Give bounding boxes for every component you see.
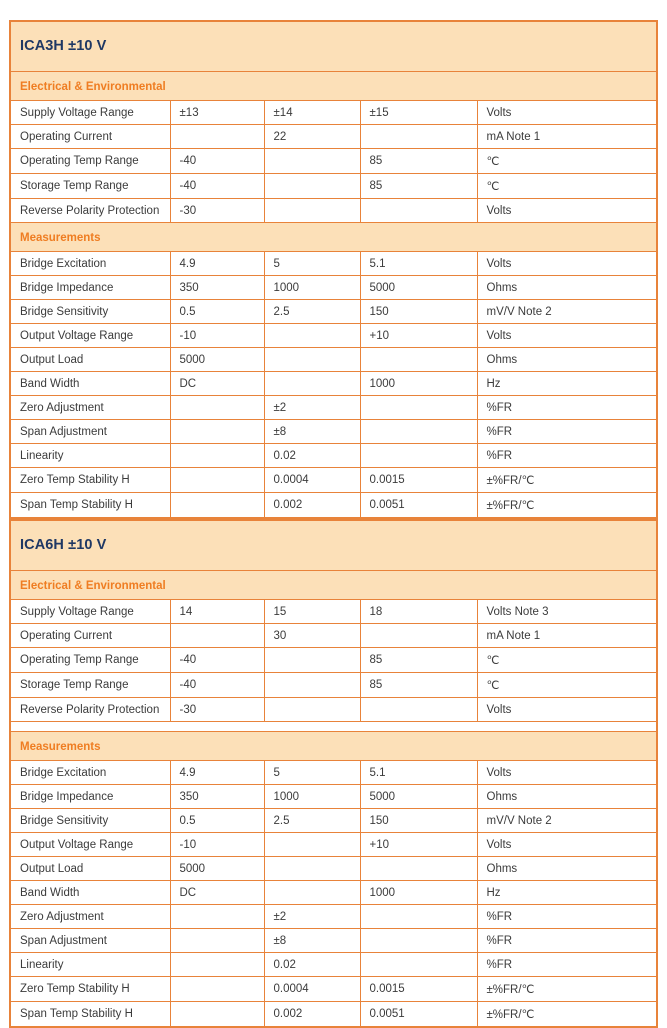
- table-title: ICA6H ±10 V: [20, 537, 107, 553]
- unit-cell: %FR: [477, 953, 657, 977]
- spec-tables-container: [9, 20, 658, 1028]
- param-cell: Operating Current: [10, 125, 170, 149]
- unit-cell: %FR: [477, 905, 657, 929]
- typ-cell: ±8: [264, 420, 360, 444]
- typ-cell: ±2: [264, 396, 360, 420]
- table-row: [10, 600, 657, 624]
- table-row: [10, 977, 657, 1002]
- min-cell: [170, 396, 264, 420]
- param-cell: Operating Current: [10, 624, 170, 648]
- param-cell: Zero Adjustment: [10, 396, 170, 420]
- min-cell: -30: [170, 698, 264, 722]
- max-cell: 0.0015: [360, 977, 477, 1002]
- table-row: [10, 324, 657, 348]
- typ-cell: 0.02: [264, 444, 360, 468]
- table-title: ICA3H ±10 V: [20, 38, 107, 54]
- table-row: [10, 493, 657, 519]
- unit-cell: Hz: [477, 372, 657, 396]
- min-cell: [170, 977, 264, 1002]
- unit-cell: Ohms: [477, 276, 657, 300]
- typ-cell: 30: [264, 624, 360, 648]
- unit-cell: Ohms: [477, 348, 657, 372]
- table-row: [10, 648, 657, 673]
- typ-cell: ±14: [264, 101, 360, 125]
- table-row: [10, 857, 657, 881]
- unit-cell: Volts: [477, 761, 657, 785]
- param-cell: Band Width: [10, 881, 170, 905]
- max-cell: [360, 857, 477, 881]
- param-cell: Span Adjustment: [10, 929, 170, 953]
- table-row: [10, 149, 657, 174]
- unit-cell: %FR: [477, 420, 657, 444]
- typ-cell: [264, 857, 360, 881]
- min-cell: 0.5: [170, 809, 264, 833]
- param-cell: Span Adjustment: [10, 420, 170, 444]
- param-cell: Bridge Sensitivity: [10, 300, 170, 324]
- typ-cell: 22: [264, 125, 360, 149]
- table-row: [10, 785, 657, 809]
- table-row: [10, 125, 657, 149]
- unit-cell: Volts Note 3: [477, 600, 657, 624]
- table-row: [10, 1002, 657, 1028]
- typ-cell: [264, 833, 360, 857]
- typ-cell: [264, 673, 360, 698]
- max-cell: [360, 396, 477, 420]
- max-cell: [360, 444, 477, 468]
- param-cell: Output Load: [10, 857, 170, 881]
- param-cell: Zero Temp Stability H: [10, 977, 170, 1002]
- table-row: [10, 199, 657, 223]
- param-cell: Linearity: [10, 953, 170, 977]
- min-cell: -10: [170, 833, 264, 857]
- max-cell: [360, 929, 477, 953]
- param-cell: Linearity: [10, 444, 170, 468]
- unit-cell: ±%FR/℃: [477, 493, 657, 519]
- max-cell: 85: [360, 174, 477, 199]
- param-cell: Bridge Sensitivity: [10, 809, 170, 833]
- max-cell: +10: [360, 833, 477, 857]
- spec-table: [9, 20, 658, 519]
- section-header-label: Measurements: [20, 741, 101, 753]
- typ-cell: [264, 324, 360, 348]
- max-cell: [360, 125, 477, 149]
- typ-cell: 0.002: [264, 1002, 360, 1028]
- typ-cell: [264, 372, 360, 396]
- min-cell: 14: [170, 600, 264, 624]
- max-cell: 5.1: [360, 252, 477, 276]
- unit-cell: Volts: [477, 101, 657, 125]
- max-cell: 5000: [360, 276, 477, 300]
- table-row: [10, 809, 657, 833]
- unit-cell: ℃: [477, 149, 657, 174]
- min-cell: 5000: [170, 348, 264, 372]
- unit-cell: Hz: [477, 881, 657, 905]
- max-cell: 150: [360, 809, 477, 833]
- min-cell: [170, 905, 264, 929]
- table-row: [10, 348, 657, 372]
- min-cell: [170, 1002, 264, 1028]
- min-cell: -30: [170, 199, 264, 223]
- typ-cell: ±2: [264, 905, 360, 929]
- max-cell: 0.0015: [360, 468, 477, 493]
- unit-cell: ℃: [477, 648, 657, 673]
- unit-cell: Volts: [477, 833, 657, 857]
- max-cell: 18: [360, 600, 477, 624]
- typ-cell: 0.002: [264, 493, 360, 519]
- param-cell: Reverse Polarity Protection: [10, 698, 170, 722]
- unit-cell: %FR: [477, 444, 657, 468]
- table-row: [10, 420, 657, 444]
- max-cell: 0.0051: [360, 493, 477, 519]
- min-cell: -40: [170, 149, 264, 174]
- param-cell: Output Voltage Range: [10, 833, 170, 857]
- min-cell: 350: [170, 276, 264, 300]
- table-row: [10, 252, 657, 276]
- param-cell: Span Temp Stability H: [10, 493, 170, 519]
- table-title-row: [10, 21, 657, 72]
- typ-cell: 0.02: [264, 953, 360, 977]
- table-row: [10, 396, 657, 420]
- max-cell: +10: [360, 324, 477, 348]
- param-cell: Reverse Polarity Protection: [10, 199, 170, 223]
- table-row: [10, 174, 657, 199]
- typ-cell: 1000: [264, 785, 360, 809]
- min-cell: [170, 929, 264, 953]
- section-spacer-row: [10, 722, 657, 732]
- min-cell: [170, 493, 264, 519]
- table-row: [10, 276, 657, 300]
- max-cell: 5000: [360, 785, 477, 809]
- table-row: [10, 101, 657, 125]
- spec-table: [9, 519, 658, 1028]
- typ-cell: [264, 698, 360, 722]
- table-row: [10, 929, 657, 953]
- param-cell: Output Voltage Range: [10, 324, 170, 348]
- unit-cell: ±%FR/℃: [477, 468, 657, 493]
- typ-cell: 2.5: [264, 300, 360, 324]
- typ-cell: ±8: [264, 929, 360, 953]
- param-cell: Output Load: [10, 348, 170, 372]
- unit-cell: Volts: [477, 324, 657, 348]
- min-cell: 0.5: [170, 300, 264, 324]
- typ-cell: 0.0004: [264, 977, 360, 1002]
- typ-cell: [264, 149, 360, 174]
- max-cell: 1000: [360, 372, 477, 396]
- unit-cell: Volts: [477, 199, 657, 223]
- min-cell: -40: [170, 648, 264, 673]
- table-title-row: [10, 520, 657, 571]
- max-cell: ±15: [360, 101, 477, 125]
- unit-cell: mV/V Note 2: [477, 300, 657, 324]
- table-row: [10, 300, 657, 324]
- unit-cell: %FR: [477, 396, 657, 420]
- min-cell: [170, 125, 264, 149]
- unit-cell: ±%FR/℃: [477, 1002, 657, 1028]
- unit-cell: Volts: [477, 252, 657, 276]
- max-cell: [360, 420, 477, 444]
- section-header-label: Electrical & Environmental: [20, 580, 166, 592]
- unit-cell: ℃: [477, 673, 657, 698]
- min-cell: -40: [170, 174, 264, 199]
- typ-cell: 0.0004: [264, 468, 360, 493]
- section-header-row: [10, 732, 657, 761]
- table-row: [10, 881, 657, 905]
- unit-cell: Ohms: [477, 857, 657, 881]
- typ-cell: 1000: [264, 276, 360, 300]
- min-cell: 5000: [170, 857, 264, 881]
- min-cell: [170, 624, 264, 648]
- min-cell: [170, 953, 264, 977]
- param-cell: Band Width: [10, 372, 170, 396]
- unit-cell: %FR: [477, 929, 657, 953]
- min-cell: 4.9: [170, 252, 264, 276]
- min-cell: [170, 468, 264, 493]
- param-cell: Operating Temp Range: [10, 149, 170, 174]
- typ-cell: 5: [264, 252, 360, 276]
- table-row: [10, 673, 657, 698]
- param-cell: Bridge Impedance: [10, 276, 170, 300]
- unit-cell: Volts: [477, 698, 657, 722]
- max-cell: 85: [360, 648, 477, 673]
- max-cell: [360, 905, 477, 929]
- table-row: [10, 468, 657, 493]
- unit-cell: mA Note 1: [477, 125, 657, 149]
- typ-cell: [264, 348, 360, 372]
- param-cell: Operating Temp Range: [10, 648, 170, 673]
- min-cell: 350: [170, 785, 264, 809]
- table-row: [10, 833, 657, 857]
- param-cell: Supply Voltage Range: [10, 600, 170, 624]
- param-cell: Bridge Excitation: [10, 761, 170, 785]
- max-cell: 150: [360, 300, 477, 324]
- table-row: [10, 761, 657, 785]
- table-row: [10, 444, 657, 468]
- max-cell: 5.1: [360, 761, 477, 785]
- min-cell: -40: [170, 673, 264, 698]
- typ-cell: 15: [264, 600, 360, 624]
- table-row: [10, 624, 657, 648]
- param-cell: Span Temp Stability H: [10, 1002, 170, 1028]
- param-cell: Bridge Excitation: [10, 252, 170, 276]
- section-header-label: Electrical & Environmental: [20, 81, 166, 93]
- max-cell: [360, 348, 477, 372]
- section-header-row: [10, 223, 657, 252]
- param-cell: Bridge Impedance: [10, 785, 170, 809]
- param-cell: Storage Temp Range: [10, 174, 170, 199]
- typ-cell: [264, 648, 360, 673]
- unit-cell: mV/V Note 2: [477, 809, 657, 833]
- typ-cell: [264, 199, 360, 223]
- table-row: [10, 905, 657, 929]
- typ-cell: 5: [264, 761, 360, 785]
- max-cell: [360, 698, 477, 722]
- max-cell: 85: [360, 149, 477, 174]
- min-cell: DC: [170, 881, 264, 905]
- typ-cell: [264, 174, 360, 199]
- min-cell: DC: [170, 372, 264, 396]
- max-cell: [360, 624, 477, 648]
- min-cell: -10: [170, 324, 264, 348]
- max-cell: 85: [360, 673, 477, 698]
- min-cell: [170, 420, 264, 444]
- section-header-row: [10, 72, 657, 101]
- typ-cell: 2.5: [264, 809, 360, 833]
- min-cell: ±13: [170, 101, 264, 125]
- unit-cell: ±%FR/℃: [477, 977, 657, 1002]
- min-cell: 4.9: [170, 761, 264, 785]
- max-cell: 1000: [360, 881, 477, 905]
- min-cell: [170, 444, 264, 468]
- param-cell: Supply Voltage Range: [10, 101, 170, 125]
- section-header-label: Measurements: [20, 232, 101, 244]
- section-header-row: [10, 571, 657, 600]
- unit-cell: Ohms: [477, 785, 657, 809]
- max-cell: [360, 953, 477, 977]
- max-cell: [360, 199, 477, 223]
- unit-cell: mA Note 1: [477, 624, 657, 648]
- max-cell: 0.0051: [360, 1002, 477, 1028]
- typ-cell: [264, 881, 360, 905]
- param-cell: Storage Temp Range: [10, 673, 170, 698]
- unit-cell: ℃: [477, 174, 657, 199]
- param-cell: Zero Temp Stability H: [10, 468, 170, 493]
- table-row: [10, 953, 657, 977]
- table-row: [10, 698, 657, 722]
- param-cell: Zero Adjustment: [10, 905, 170, 929]
- table-row: [10, 372, 657, 396]
